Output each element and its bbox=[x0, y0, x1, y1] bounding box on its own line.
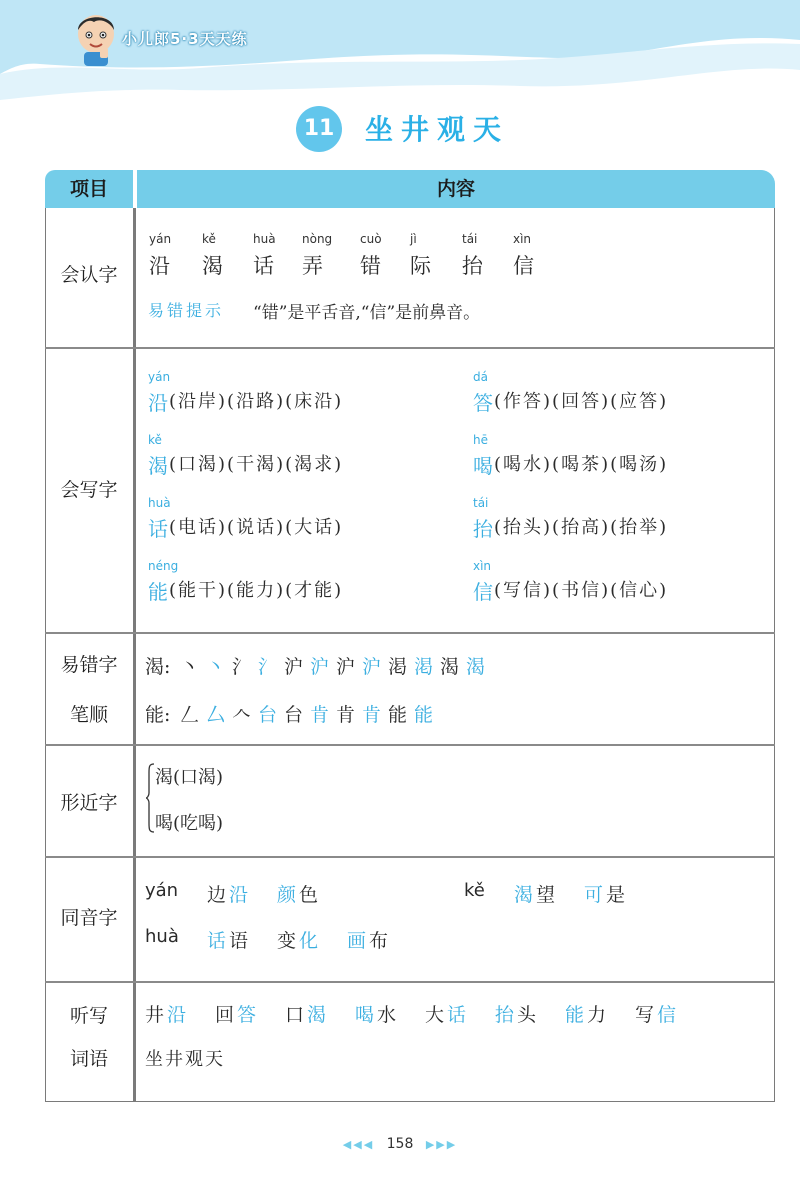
word-char: 颜 bbox=[277, 884, 297, 906]
error-tip-label: 易错提示 bbox=[148, 301, 225, 320]
write-words: (写信)(书信)(信心) bbox=[494, 580, 669, 601]
dictation-char: 抬 bbox=[495, 1004, 515, 1026]
write-words: (作答)(回答)(应答) bbox=[494, 391, 669, 412]
word-char: 画 bbox=[347, 930, 367, 952]
write-pinyin: kě bbox=[148, 433, 162, 447]
page-footer bbox=[0, 1136, 800, 1152]
word-char: 化 bbox=[299, 930, 319, 952]
homophone-pinyin: huà bbox=[145, 926, 179, 947]
category-dictation-2: 词语 bbox=[69, 1048, 108, 1070]
dictation-char: 井 bbox=[145, 1004, 165, 1026]
right-arrows-icon: ▶▶▶ bbox=[425, 1138, 458, 1151]
recognize-char: 弄 bbox=[302, 254, 324, 278]
lesson-title: 坐井观天 bbox=[365, 113, 510, 146]
write-words: (电话)(说话)(大话) bbox=[169, 517, 344, 538]
write-words: (沿岸)(沿路)(床沿) bbox=[169, 391, 344, 412]
category-dictation-1: 听写 bbox=[69, 1005, 108, 1027]
dictation-char: 答 bbox=[237, 1004, 257, 1026]
dictation-char: 能 bbox=[565, 1004, 585, 1026]
stroke-step: 沪 bbox=[336, 656, 356, 678]
write-pinyin: dá bbox=[473, 370, 488, 384]
stroke-step: 渴 bbox=[466, 656, 486, 678]
dictation-char: 口 bbox=[285, 1004, 305, 1026]
stroke-step: 𠃋 bbox=[180, 704, 200, 726]
write-pinyin: huà bbox=[148, 496, 171, 510]
write-words: (喝水)(喝茶)(喝汤) bbox=[494, 454, 669, 475]
recognize-char: 抬 bbox=[462, 254, 484, 278]
stroke-step: 氵 bbox=[258, 656, 278, 678]
category-recognize: 会认字 bbox=[60, 264, 118, 286]
left-arrows-icon: ◀◀◀ bbox=[342, 1138, 375, 1151]
row-divider bbox=[45, 856, 775, 858]
write-char: 喝 bbox=[473, 454, 493, 478]
write-pinyin: tái bbox=[473, 496, 489, 510]
dictation-char: 大 bbox=[425, 1004, 445, 1026]
word-char: 布 bbox=[369, 930, 389, 952]
brand-name: 小儿郎5·3天天练 bbox=[122, 30, 248, 48]
write-char: 沿 bbox=[148, 391, 168, 415]
dictation-line2: 坐井观天 bbox=[145, 1049, 225, 1070]
column-divider bbox=[133, 208, 136, 1102]
stroke-line2-head: 能: bbox=[145, 704, 171, 726]
recognize-char: 沿 bbox=[149, 254, 171, 278]
dictation-char: 话 bbox=[447, 1004, 467, 1026]
boy-mascot-icon bbox=[70, 8, 122, 68]
pinyin-label: cuò bbox=[360, 232, 382, 246]
stroke-step: 能 bbox=[414, 704, 434, 726]
dictation-char: 回 bbox=[215, 1004, 235, 1026]
pinyin-label: huà bbox=[253, 232, 276, 246]
stroke-step: 台 bbox=[284, 704, 304, 726]
lesson-number-badge: 11 bbox=[296, 106, 342, 152]
dictation-char: 水 bbox=[377, 1004, 397, 1026]
dictation-char: 渴 bbox=[307, 1004, 327, 1026]
stroke-step: 𠆢 bbox=[232, 704, 252, 726]
row-divider bbox=[45, 981, 775, 983]
word-char: 渴 bbox=[514, 884, 534, 906]
recognize-char: 话 bbox=[253, 254, 275, 278]
brace-icon bbox=[145, 763, 155, 833]
word-char: 可 bbox=[584, 884, 604, 906]
stroke-step: 沪 bbox=[284, 656, 304, 678]
write-char: 答 bbox=[473, 391, 493, 415]
dictation-char: 写 bbox=[635, 1004, 655, 1026]
stroke-step: 肯 bbox=[310, 704, 330, 726]
error-tip-text: “错”是平舌音,“信”是前鼻音。 bbox=[253, 303, 481, 323]
stroke-step: 氵 bbox=[232, 656, 252, 678]
page-number: 158 bbox=[386, 1136, 414, 1152]
write-char: 话 bbox=[148, 517, 168, 541]
stroke-step: 沪 bbox=[362, 656, 382, 678]
word-char: 是 bbox=[606, 884, 626, 906]
stroke-step: 丶 bbox=[206, 656, 226, 678]
category-stroke-1: 易错字 bbox=[60, 654, 118, 676]
homophone-pinyin: kě bbox=[464, 880, 485, 901]
dictation-char: 头 bbox=[517, 1004, 537, 1026]
similar-line1: 渴(口渴) bbox=[155, 767, 224, 788]
pinyin-label: xìn bbox=[513, 232, 532, 246]
word-char: 边 bbox=[207, 884, 227, 906]
category-stroke-2: 笔顺 bbox=[69, 704, 108, 726]
write-words: (抬头)(抬高)(抬举) bbox=[494, 517, 669, 538]
word-char: 望 bbox=[536, 884, 556, 906]
recognize-char: 际 bbox=[410, 254, 432, 278]
write-char: 渴 bbox=[148, 454, 168, 478]
table-header-content-label: 内容 bbox=[436, 178, 475, 200]
write-pinyin: hē bbox=[473, 433, 488, 447]
stroke-step: 沪 bbox=[310, 656, 330, 678]
dictation-char: 信 bbox=[657, 1004, 677, 1026]
pinyin-label: kě bbox=[202, 232, 216, 246]
dictation-char: 喝 bbox=[355, 1004, 375, 1026]
stroke-step: 台 bbox=[258, 704, 278, 726]
stroke-step: 能 bbox=[388, 704, 408, 726]
recognize-char: 渴 bbox=[202, 254, 224, 278]
category-similar: 形近字 bbox=[60, 792, 118, 814]
pinyin-label: yán bbox=[149, 232, 172, 246]
stroke-step: 渇 bbox=[388, 656, 408, 678]
stroke-step: 肯 bbox=[362, 704, 382, 726]
pinyin-label: tái bbox=[462, 232, 478, 246]
row-divider bbox=[45, 632, 775, 634]
write-pinyin: néng bbox=[148, 559, 179, 573]
dictation-char: 力 bbox=[587, 1004, 607, 1026]
word-char: 色 bbox=[299, 884, 319, 906]
stroke-line1-head: 渴: bbox=[145, 656, 171, 678]
row-divider bbox=[45, 347, 775, 349]
write-pinyin: xìn bbox=[473, 559, 492, 573]
word-char: 沿 bbox=[229, 884, 249, 906]
recognize-char: 信 bbox=[513, 254, 535, 278]
table-header-item-label: 项目 bbox=[69, 178, 108, 200]
write-char: 信 bbox=[473, 580, 493, 604]
homophone-pinyin: yán bbox=[145, 880, 179, 901]
word-char: 变 bbox=[277, 930, 297, 952]
pinyin-label: nòng bbox=[302, 232, 333, 246]
stroke-step: 厶 bbox=[206, 704, 226, 726]
write-char: 能 bbox=[148, 580, 168, 604]
category-homophone: 同音字 bbox=[60, 907, 118, 929]
study-table bbox=[45, 170, 775, 1102]
word-char: 语 bbox=[229, 930, 249, 952]
stroke-step: 肯 bbox=[336, 704, 356, 726]
write-pinyin: yán bbox=[148, 370, 171, 384]
category-write: 会写字 bbox=[60, 479, 118, 501]
write-words: (能干)(能力)(才能) bbox=[169, 580, 344, 601]
word-char: 话 bbox=[207, 930, 227, 952]
row-divider bbox=[45, 744, 775, 746]
dictation-char: 沿 bbox=[167, 1004, 187, 1026]
stroke-step: 渴 bbox=[440, 656, 460, 678]
pinyin-label: jì bbox=[410, 232, 417, 246]
write-char: 抬 bbox=[473, 517, 493, 541]
similar-line2: 喝(吃喝) bbox=[155, 813, 224, 834]
stroke-step: 渇 bbox=[414, 656, 434, 678]
write-words: (口渴)(干渴)(渴求) bbox=[169, 454, 344, 475]
stroke-step: 丶 bbox=[180, 656, 200, 678]
recognize-char: 错 bbox=[360, 254, 382, 278]
